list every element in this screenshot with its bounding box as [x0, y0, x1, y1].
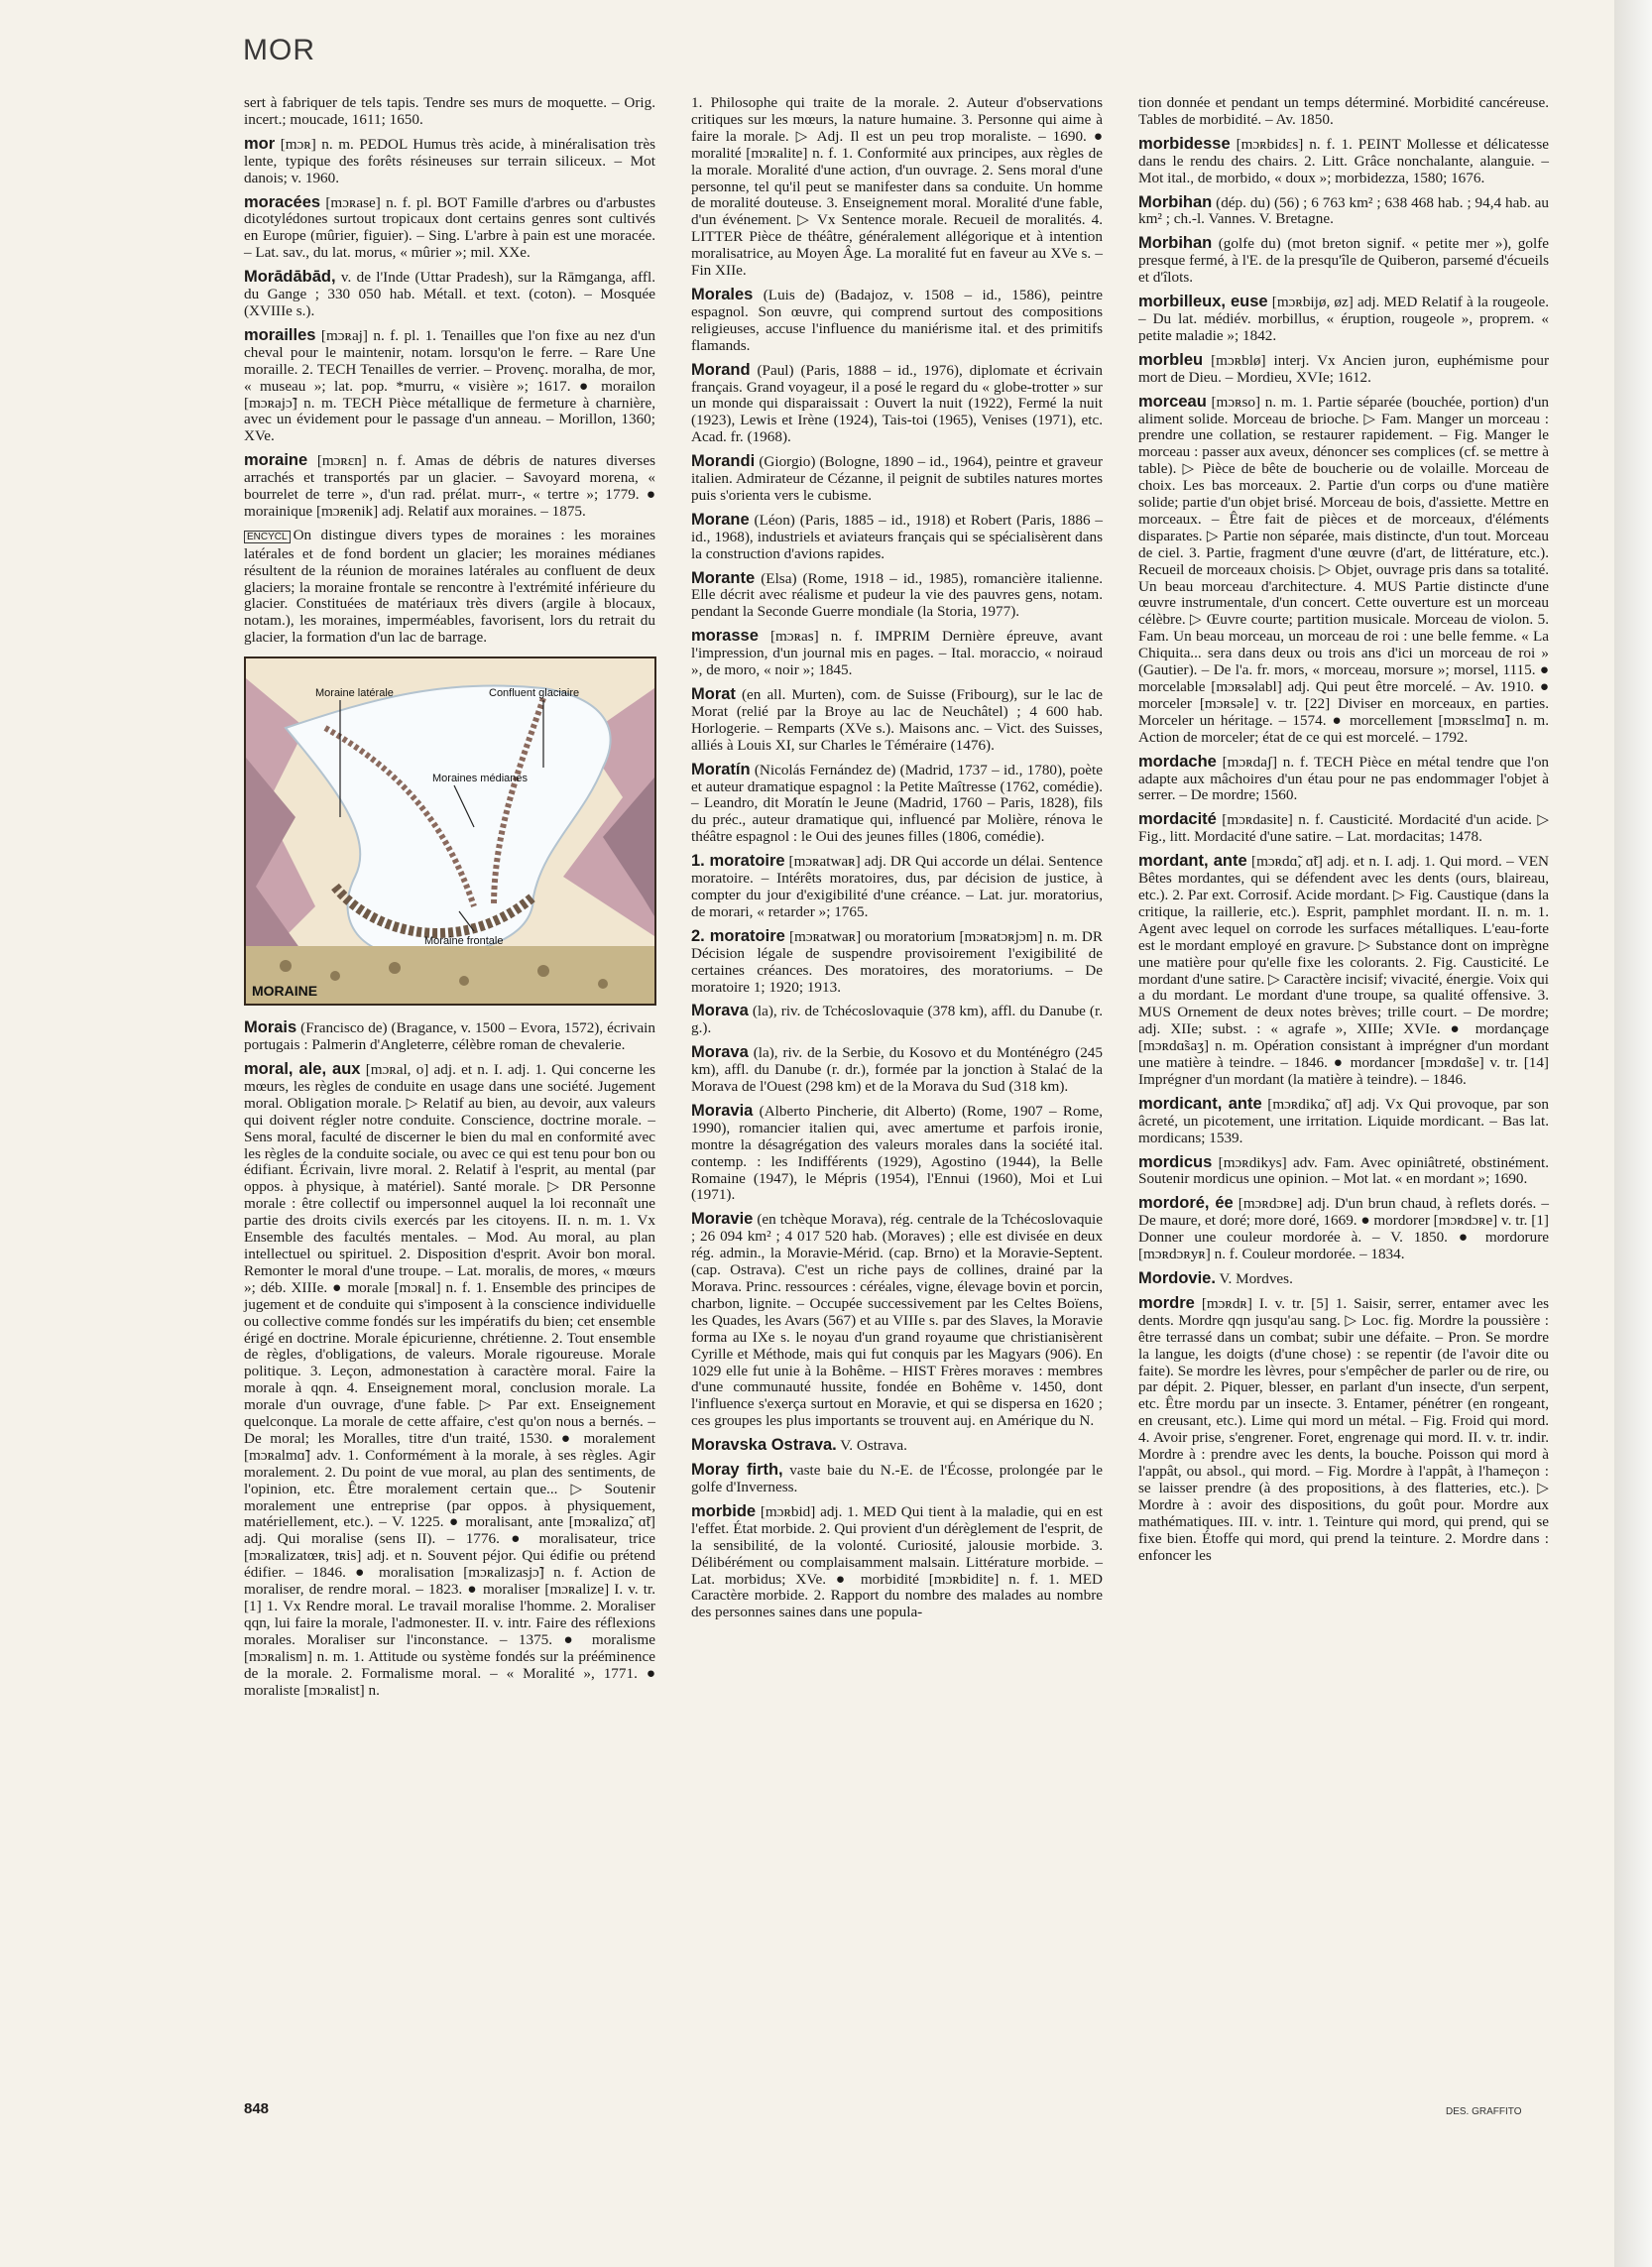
headword: mordre	[1138, 1293, 1195, 1312]
figure-caption: MORAINE	[252, 983, 318, 1000]
definition-text: [mɔʀdikɑ̃, ɑ̃t] adj. Vx Qui provoque, par son âcreté, un picotement, une irritation. Liquide mordicant. – Bas lat. mordicans; 1539.	[1138, 1095, 1549, 1146]
definition-text: [mɔʀɛn] n. f. Amas de débris de natures diverses arrachés et transportés par un glacier. – Savoyard morena, « bourrelet de terre », d'un rad. prélat. murr-, « tertre »; 1779. ● morainique [mɔʀenik] adj. Relatif aux moraines. – 1875.	[244, 452, 655, 520]
dictionary-entry	[691, 1462, 1103, 1496]
dictionary-entry	[691, 95, 1103, 280]
definition-text: (Nicolás Fernández de) (Madrid, 1737 – id., 1780), poète et auteur dramatique espagnol : la Petite Maîtresse (1762, comédie). – Leandro, dit Moratín le Jeune (Madrid, 1760 – Paris, 1828), fils du préc., auteur dramatique qui, influencé par Molière, rénova le théâtre espagnol : le Oui des jeunes filles (1806, comédie).	[691, 761, 1103, 846]
definition-text: 1. Philosophe qui traite de la morale. 2. Auteur d'observations critiques sur les mœurs, la nature humaine. 3. Personne qui aime à faire la morale. ▷ Adj. Il est un peu trop moraliste. – 1690. ● moralité [mɔʀalite] n. f. 1. Conformité aux principes, aux règles de la morale. Moralité d'une action, d'un ouvrage. 2. Sens moral d'une personne, tel qu'il peut se manifester dans sa conduite. Un homme de moralité douteuse. 3. Enseignement moral. Moralité d'une fable, d'un événement. ▷ Vx Sentence morale. Recueil de moralités. 4. LITTER Pièce de théâtre, généralement allégorique et à intention moralisatrice, au Moyen Âge. La moralité fut en faveur au XVe s. – Fin XIIe.	[691, 94, 1103, 280]
label-confluent: Confluent glaciaire	[489, 687, 580, 700]
dictionary-entry	[691, 1044, 1103, 1096]
headword: moral, ale, aux	[244, 1060, 361, 1078]
definition-text: [mɔʀatwaʀ] adj. DR Qui accorde un délai. Sentence moratoire. – Intérêts moratoires, dus, par décision de justice, à compter du jour d'exigibilité d'une créance. – Lat. jur. moratorius, de morari, « retarder »; 1765.	[691, 853, 1103, 920]
dictionary-entry	[244, 452, 655, 521]
definition-text: [mɔʀdikys] adv. Fam. Avec opiniâtreté, obstinément. Soutenir mordicus une opinion. – Mot lat. « en mordant »; 1690.	[1138, 1153, 1549, 1188]
label-lateral: Moraine latérale	[315, 687, 394, 700]
headword: Moravie	[691, 1210, 754, 1229]
headword: mordicant, ante	[1138, 1094, 1262, 1113]
headword: Morand	[691, 360, 751, 379]
headword: mor	[244, 134, 276, 153]
dictionary-entry	[1138, 136, 1549, 187]
dictionary-entry	[244, 269, 655, 320]
headword: morailles	[244, 325, 316, 344]
illustration-credit: DES. GRAFFITO	[1446, 2106, 1522, 2117]
headword: 2. moratoire	[691, 926, 785, 945]
headword: morbide	[691, 1501, 757, 1520]
dictionary-entry	[1138, 235, 1549, 287]
dictionary-entry	[244, 327, 655, 445]
dictionary-entry	[1138, 194, 1549, 229]
dictionary-entry	[691, 1003, 1103, 1037]
headword: morbleu	[1138, 350, 1204, 369]
dictionary-entry	[691, 362, 1103, 447]
headword: mordicus	[1138, 1152, 1213, 1171]
encyclopedic-marker: ENCYCL	[244, 531, 291, 543]
dictionary-entry	[244, 136, 655, 187]
definition-text: [mɔʀase] n. f. pl. BOT Famille d'arbres ou d'arbustes dicotylédones surtout tropicaux dont certains genres sont cultivés en Europe (mûrier, figuier). – Sing. L'arbre à pain est une moracée. – Lat. sav., du lat. morus, « mûrier »; mil. XXe.	[244, 193, 655, 262]
label-frontale: Moraine frontale	[424, 935, 504, 948]
column-3	[1138, 95, 1549, 1571]
definition-text: [mɔʀdaʃ] n. f. TECH Pièce en métal tendre que l'on adapte aux mâchoires d'un étau pour ne pas endommager l'objet à serrer. – De mordre; 1560.	[1138, 753, 1550, 804]
definition-text: [mɔʀbidɛs] n. f. 1. PEINT Mollesse et délicatesse dans le rendu des chairs. 2. Litt. Grâce nonchalante, alanguie. – Mot ital., de morbido, « doux »; morbidezza, 1580; 1676.	[1138, 135, 1549, 186]
dictionary-entry	[691, 762, 1103, 847]
dictionary-entry	[691, 853, 1103, 921]
dictionary-entry	[691, 453, 1103, 505]
dictionary-entry	[244, 194, 655, 263]
dictionary-entry	[1138, 1096, 1549, 1147]
headword: Morais	[244, 1018, 297, 1037]
dictionary-entry	[1138, 1270, 1549, 1288]
column-2	[691, 95, 1103, 1628]
headword: mordant, ante	[1138, 852, 1247, 871]
dictionary-entry	[1138, 853, 1549, 1089]
headword: Moratín	[691, 760, 751, 778]
dictionary-entry	[691, 1503, 1103, 1621]
dictionary-entry	[691, 686, 1103, 755]
definition-text: [mɔʀblø] interj. Vx Ancien juron, euphémisme pour mort de Dieu. – Mordieu, XVIe; 1612.	[1138, 351, 1550, 386]
definition-text: [mɔʀdʀ] I. v. tr. [5] 1. Saisir, serrer, entamer avec les dents. Mordre qqn jusqu'au sang. ▷ Loc. fig. Mordre la poussière : être terrassé dans un combat; subir une défaite. – Pron. Se mordre la langue, les doigts (d'une chose) : se repentir (de l'avoir dite ou faite). Se mordre les lèvres, pour s'empêcher de parler ou de rire, ou par dépit. 2. Piquer, blesser, en parlant d'un insecte, d'un serpent, etc. Être mordu par un insecte. 3. Entamer, pénétrer (en rongeant, en creusant, etc.). Lime qui mord un métal. – Fig. Froid qui mord. 4. Avoir prise, s'engrener. Foret, engrenage qui mord. II. v. tr. indir. Mordre à : prendre avec les dents, la bouche. Poisson qui mord à l'appât, ou absol., qui mord. – Fig. Mordre à l'appât, à l'hameçon : se laisser prendre (à des propositions, à des flatteries, etc.). ▷ Mordre à : avoir des dispositions, du goût pour. Mordre aux mathématiques. III. v. intr. 1. Teinture qui mord, qui prend, qui se fixe bien. Étoffe qui mord, qui prend la teinture. 2. Mordre dans : enfoncer les	[1138, 1294, 1550, 1564]
definition-text: (en all. Murten), com. de Suisse (Fribourg), sur le lac de Morat (relié par la Broye au lac de Neuchâtel) ; 4 600 hab. Horlogerie. – Remparts (XVe s.). Maisons anc. – Vict. des Suisses, alliés à Louis XI, sur Charles le Téméraire (1476).	[691, 686, 1103, 754]
dictionary-entry	[1138, 95, 1549, 129]
headword: morbidesse	[1138, 134, 1231, 153]
headword: moracées	[244, 192, 321, 211]
definition-text: (Léon) (Paris, 1885 – id., 1918) et Robert (Paris, 1886 – id., 1968), industriels et aviateurs français qui se spécialisèrent dans la construction d'avions rapides.	[691, 511, 1103, 562]
headword: Morbihan	[1138, 234, 1213, 253]
definition-text: (golfe du) (mot breton signif. « petite mer »), golfe presque fermé, à l'E. de la presqu'île de Quiberon, parsemé d'écueils et d'îlots.	[1138, 235, 1550, 287]
headword: Moravia	[691, 1101, 754, 1120]
dictionary-entry	[691, 287, 1103, 355]
headword: Morat	[691, 685, 736, 703]
definition-text: vaste baie du N.-E. de l'Écosse, prolongée par le golfe d'Inverness.	[691, 1462, 1104, 1495]
headword: Morādābād,	[244, 268, 336, 287]
label-medianes: Moraines médianes	[432, 773, 528, 785]
dictionary-entry	[691, 1437, 1103, 1455]
headword: Morane	[691, 510, 750, 529]
dictionary-entry	[691, 570, 1103, 622]
dictionary-entry	[691, 928, 1103, 997]
headword: Morante	[691, 568, 756, 587]
dictionary-entry	[1138, 1295, 1549, 1565]
dictionary-entry	[1138, 754, 1549, 805]
definition-text: [mɔʀbijø, øz] adj. MED Relatif à la rougeole. – Du lat. médiév. morbillus, « éruption, rougeole », proprem. « petite maladie »; 1842.	[1138, 294, 1549, 344]
definition-text: [mɔʀso] n. m. 1. Partie séparée (bouchée, portion) d'un aliment solide. Morceau de brioche. ▷ Fam. Manger un morceau : prendre une collation, se restaurer rapidement. – Fig. Manger le morceau : passer aux aveux, dénoncer ses complices (cf. se mettre à table). ▷ Pièce de bête de boucherie ou de volaille. Morceau de choix. Les bas morceaux. 2. Partie d'un corps ou d'une matière solide; partie d'un objet brisé. Morceau de bois, d'assiette. Mettre en morceaux. – Être fait de pièces et de morceaux, d'éléments disparates. ▷ Partie non séparée, mais distincte, d'un tout. Morceau de ciel. 3. Partie, fragment d'une œuvre (d'art, de littérature, etc.). Recueil de morceaux choisis. ▷ Objet, ouvrage pris dans sa totalité. Un beau morceau d'architecture. 4. MUS Partie distincte d'une œuvre instrumentale, d'un concert. Cette ouverture est un morceau célèbre. ▷ Œuvre courte; partition musicale. Morceau de violon. 5. Fam. Un beau morceau, un morceau de roi : une belle femme. « La Chiquita... sera dans deux ou trois ans d'ici un morceau de roi » (Gautier). – De l'a. fr. mors, « morceau, morsure »; morsel, 1115. ● morcelable [mɔʀsəlabl] adj. Qui peut être morcelé. – Av. 1910. ● morceler [mɔʀsəle] v. tr. [22] Diviser en morceaux, en parties. Morceler un héritage. – 1574. ● morcellement [mɔʀsɛlmɑ̃] n. m. Action de morceler; état de ce qui est morcelé. – 1792.	[1138, 393, 1550, 746]
moraine-illustration	[244, 656, 656, 1006]
definition-text: [mɔʀas] n. f. IMPRIM Dernière épreuve, avant l'impression, d'un journal mis en pages. – Ital. moraccio, « noiraud », de moro, « noir »; 1845.	[691, 628, 1104, 679]
headword: Morava	[691, 1043, 749, 1062]
definition-text: sert à fabriquer de tels tapis. Tendre ses murs de moquette. – Orig. incert.; moucade, 1611; 1650.	[244, 94, 655, 128]
dictionary-entry	[244, 1061, 655, 1699]
dictionary-entry	[244, 528, 655, 647]
dictionary-entry	[1138, 294, 1549, 345]
definition-text: (Paul) (Paris, 1888 – id., 1976), diplomate et écrivain français. Grand voyageur, il a posé le regard du « globe-trotter » sur un monde qui disparaissait : Ouvert la nuit (1922), Fermé la nuit (1923), Lewis et Irène (1924), Tais-toi (1965), Venises (1971), etc. Acad. fr. (1968).	[691, 361, 1103, 446]
page-number: 848	[244, 2100, 270, 2117]
definition-text: On distingue divers types de moraines : les moraines latérales et de fond bordent un glacier; les moraines médianes résultent de la réunion de moraines latérales au confluent de deux glaciers; la moraine frontale se rencontre à l'extrémité inférieure du glacier. Constituées de matériaux très divers (argile à blocaux, notam.), les moraines, imperméables, favorisent, lors du retrait du glacier, la formation d'un lac de barrage.	[244, 526, 655, 647]
headword: moraine	[244, 451, 308, 470]
headword: Morbihan	[1138, 192, 1213, 211]
dictionary-entry	[1138, 1195, 1549, 1263]
definition-text: (dép. du) (56) ; 6 763 km² ; 638 468 hab. ; 94,4 hab. au km² ; ch.-l. Vannes. V. Bretagne.	[1138, 193, 1549, 228]
definition-text: (Francisco de) (Bragance, v. 1500 – Evora, 1572), écrivain portugais : Palmerin d'Angleterre, célèbre roman de chevalerie.	[244, 1019, 655, 1054]
definition-text: (en tchèque Morava), rég. centrale de la Tchécoslovaquie ; 26 094 km² ; 4 017 520 hab. (Moraves) ; elle est divisée en deux rég. admin., la Moravie-Mérid. (cap. Brno) et la Moravie-Septent. (cap. Ostrava). C'est un riche pays de collines, drainé par la Morava. Princ. ressources : céréales, vigne, élevage bovin et porcin, charbon, lignite. – Occupée successivement par les Celtes Boïens, les Quades, les Avars (567) et au VIIIe s. par des Slaves, la Moravie forma au IXe s. le noyau d'un grand royaume que christianisèrent Cyrille et Méthode, mais qui fut conquis par les Magyars (906). En 1029 elle fut unie à la Bohême. – HIST Frères moraves : membres d'une communauté hussite, fondée en Bohême v. 1450, dont l'influence s'exerça surtout en Moravie, et qui se dispersa en 1620 ; ces groupes les plus importants se trouvent auj. en Amérique du N.	[691, 1211, 1103, 1430]
definition-text: V. Mordves.	[1219, 1270, 1293, 1287]
definition-text: (Alberto Pincherie, dit Alberto) (Rome, 1907 – Rome, 1990), romancier italien qui, avec amertume et parfois ironie, montre la désagrégation des valeurs morales dans la société ital. contemp. : les Indifférents (1929), Agostino (1944), la Belle Romaine (1947), le Mépris (1954), l'Ennui (1960), Moi et Lui (1971).	[691, 1102, 1104, 1204]
definition-text: (Luis de) (Badajoz, v. 1508 – id., 1586), peintre espagnol. Son œuvre, qui comprend surtout des compositions religieuses, accuse l'influence du maniérisme ital. et des primitifs flamands.	[691, 286, 1104, 354]
dictionary-entry	[244, 1019, 655, 1054]
definition-text: [mɔʀdasite] n. f. Causticité. Mordacité d'un acide. ▷ Fig., litt. Mordacité d'une satire. – Lat. mordacitas; 1478.	[1138, 811, 1549, 846]
definition-text: [mɔʀ] n. m. PEDOL Humus très acide, à minéralisation très lente, typique des forêts résineuses sur terrain siliceux. – Mot danois; v. 1960.	[244, 135, 656, 186]
moraine-diagram	[246, 658, 654, 1004]
dictionary-entry	[244, 95, 655, 129]
definition-text: v. de l'Inde (Uttar Pradesh), sur la Rāmganga, affl. du Gange ; 330 050 hab. Métall. et text. (coton). – Mosquée (XVIIIe s.).	[244, 269, 655, 319]
definition-text: (la), riv. de Tchécoslovaquie (378 km), affl. du Danube (r. g.).	[691, 1003, 1103, 1037]
headword: morceau	[1138, 392, 1207, 411]
headword: Morandi	[691, 452, 756, 471]
definition-text: [mɔʀdɔʀe] adj. D'un brun chaud, à reflets dorés. – De maure, et doré; more doré, 1669. ● mordorer [mɔʀdɔʀe] v. tr. [1] Donner une couleur mordorée à. – V. 1850. ● mordorure [mɔʀdɔʀyʀ] n. f. Couleur mordorée. – 1834.	[1138, 1195, 1549, 1263]
dictionary-entry	[691, 1103, 1103, 1204]
headword: Mordovie.	[1138, 1269, 1216, 1287]
headword: Morales	[691, 285, 754, 303]
page-edge	[1614, 0, 1652, 2267]
headword: morasse	[691, 627, 759, 646]
headword: morbilleux, euse	[1138, 293, 1268, 311]
headword: Moray firth,	[691, 1461, 783, 1480]
page-header: MOR	[243, 34, 315, 66]
dictionary-entry	[691, 628, 1103, 679]
dictionary-entry	[1138, 352, 1549, 387]
definition-text: [mɔʀaj] n. f. pl. 1. Tenailles que l'on fixe au nez d'un cheval pour le maintenir, notam. lorsqu'on le ferre. – Rare Une moraille. 2. TECH Tenailles de verrier. – Provenç. moralha, de mor, « museau »; lat. pop. *murru, « visière »; 1617. ● morailon [mɔʀajɔ̃] n. m. TECH Pièce métallique de fermeture à charnière, avec un évidement pour le passage d'un anneau. – Morillon, 1360; XVe.	[244, 326, 656, 445]
column-1	[244, 95, 655, 1706]
definition-text: (Elsa) (Rome, 1918 – id., 1985), romancière italienne. Elle décrit avec réalisme et pudeur la vie des pauvres gens, notam. pendant la Seconde Guerre mondiale (la Storia, 1977).	[691, 569, 1104, 621]
dictionary-entry	[1138, 1154, 1549, 1189]
dictionary-entry	[1138, 811, 1549, 846]
dictionary-entry	[691, 1211, 1103, 1430]
definition-text: [mɔʀal, o] adj. et n. I. adj. 1. Qui concerne les mœurs, les règles de conduite en usage dans une société. Jugement moral. Obligation morale. ▷ Relatif au bien, au devoir, aux valeurs qui doivent régler notre conduite. Conscience, doctrine morale. – Sens moral, faculté de discerner le bien du mal en conformité avec les règles de la conduite sociale, ou avec ce qui est tenu pour bon ou édifiant. Écrivain, livre moral. 2. Relatif à l'esprit, au mental (par oppos. à physique, à matériel). Santé morale. ▷ DR Personne morale : être collectif ou impersonnel auquel la loi reconnaît une partie des droits civils exercés par les citoyens. II. n. m. 1. Vx Ensemble des facultés mentales. – Mod. Au moral, au plan intellectuel ou spirituel. 2. Disposition d'esprit. Avoir bon moral. Remonter le moral d'une troupe. – Lat. moralis, de mores, « mœurs »; déb. XIIIe. ● morale [mɔʀal] n. f. 1. Ensemble des principes de jugement et de conduite qui s'imposent à la conscience individuelle ou collective comme fondés sur les impératifs du bien; cet ensemble érigé en doctrine. Morale épicurienne, chrétienne. 2. Tout ensemble de règles, d'obligations, de valeurs. Morale rigoureuse. Morale politique. 3. Leçon, admonestation à caractère moral. Faire la morale à qqn. 4. Enseignement moral, conclusion morale. La morale d'un ouvrage, d'une fable. ▷ Par ext. Enseignement quelconque. La morale de cette affaire, c'est qu'on nous a bernés. – De moral; les Moralles, titre d'un traité, 1530. ● moralement [mɔʀalmɑ̃] adv. 1. Conformément à la morale, à ses règles. Agir moralement. 2. Du point de vue moral, au plan des sentiments, de l'opinion, etc. Être moralement certain que... ▷ Soutenir moralement une entreprise (par oppos. à physiquement, matériellement, etc.). – V. 1225. ● moralisant, ante [mɔʀalizɑ̃, ɑ̃t] adj. Qui moralise (sens II). – 1776. ● moralisateur, trice [mɔʀalizatœʀ, tʀis] adj. et n. Souvent péjor. Qui édifie ou prétend édifier. – 1846. ● moralisation [mɔʀalizasjɔ̃] n. f. Action de moraliser, de rendre moral. – 1823. ● moraliser [mɔʀalize] I. v. tr. [1] 1. Vx Rendre moral. Le travail moralise l'homme. 2. Moraliser qqn, lui faire la morale, l'admonester. II. v. intr. Faire des réflexions morales. Moraliser sur l'inconstance. – 1375. ● moralisme [mɔʀalism] n. m. 1. Attitude ou système fondés sur la prééminence de la morale. 2. Formalisme moral. – « Moralité », 1771. ● moraliste [mɔʀalist] n.	[244, 1061, 656, 1699]
definition-text: [mɔʀatwaʀ] ou moratorium [mɔʀatɔʀjɔm] n. m. DR Décision légale de suspendre provisoirement l'exigibilité de certaines créances. Des moratoires, des moratoriums. – De moratoire 1; 1920; 1913.	[691, 927, 1104, 996]
definition-text: (Giorgio) (Bologne, 1890 – id., 1964), peintre et graveur italien. Admirateur de Cézanne, il peignit de subtiles natures mortes puis s'orienta vers le cubisme.	[691, 453, 1103, 504]
definition-text: V. Ostrava.	[840, 1437, 907, 1455]
dictionary-entry	[691, 512, 1103, 563]
definition-text: tion donnée et pendant un temps déterminé. Morbidité cancéreuse. Tables de morbidité. – Av. 1850.	[1138, 94, 1549, 128]
headword: mordacité	[1138, 810, 1217, 829]
definition-text: [mɔʀbid] adj. 1. MED Qui tient à la maladie, qui en est l'effet. État morbide. 2. Qui provient d'un dérèglement de l'esprit, de la sensibilité, de la volonté. Curiosité, jalousie morbide. 3. Délibérément ou complaisamment malsain. Littérature morbide. – Lat. morbidus; XVe. ● morbidité [mɔʀbidite] n. f. 1. MED Caractère morbide. 2. Rapport du nombre des malades au nombre des personnes saines dans une popula-	[691, 1502, 1103, 1621]
headword: Moravska Ostrava.	[691, 1436, 837, 1455]
definition-text: (la), riv. de la Serbie, du Kosovo et du Monténégro (245 km), affl. du Danube (r. dr.), formée par la jonction à Stalać de la Morava de l'Ouest (298 km) et de la Morava du Sud (318 km).	[691, 1044, 1103, 1096]
headword: 1. moratoire	[691, 852, 785, 871]
definition-text: [mɔʀdɑ̃, ɑ̃t] adj. et n. I. adj. 1. Qui mord. – VEN Bêtes mordantes, qui se défendent avec les dents (ours, blaireau, etc.). 2. Par ext. Corrosif. Acide mordant. ▷ Fig. Caustique (dans la critique, la raillerie, etc.). Esprit, pamphlet mordant. II. n. m. 1. Agent avec lequel on corrode les surfaces métalliques. L'eau-forte est le mordant employé en gravure. ▷ Substance dont on imprègne une matière pour qu'elle fixe les colorants. 2. Fig. Causticité. Le mordant d'une satire. ▷ Caractère incisif; vivacité, énergie. Voix qui a du mordant. Le mordant d'une troupe, sa qualité offensive. 3. MUS Ornement de deux notes brèves; trille court. – De mordre; adj. XIIe; subst. : « agrafe », XIIIe; XVIe. ● mordançage [mɔʀdɑ̃saʒ] n. m. Opération consistant à imprégner d'un mordant une matière à teindre. – 1846. ● mordancer [mɔʀdɑ̃se] v. tr. [14] Imprégner d'un mordant (la matière à teindre). – 1846.	[1138, 853, 1549, 1088]
headword: mordache	[1138, 752, 1217, 771]
headword: mordoré, ée	[1138, 1194, 1234, 1213]
headword: Morava	[691, 1002, 749, 1020]
dictionary-entry	[1138, 394, 1549, 747]
